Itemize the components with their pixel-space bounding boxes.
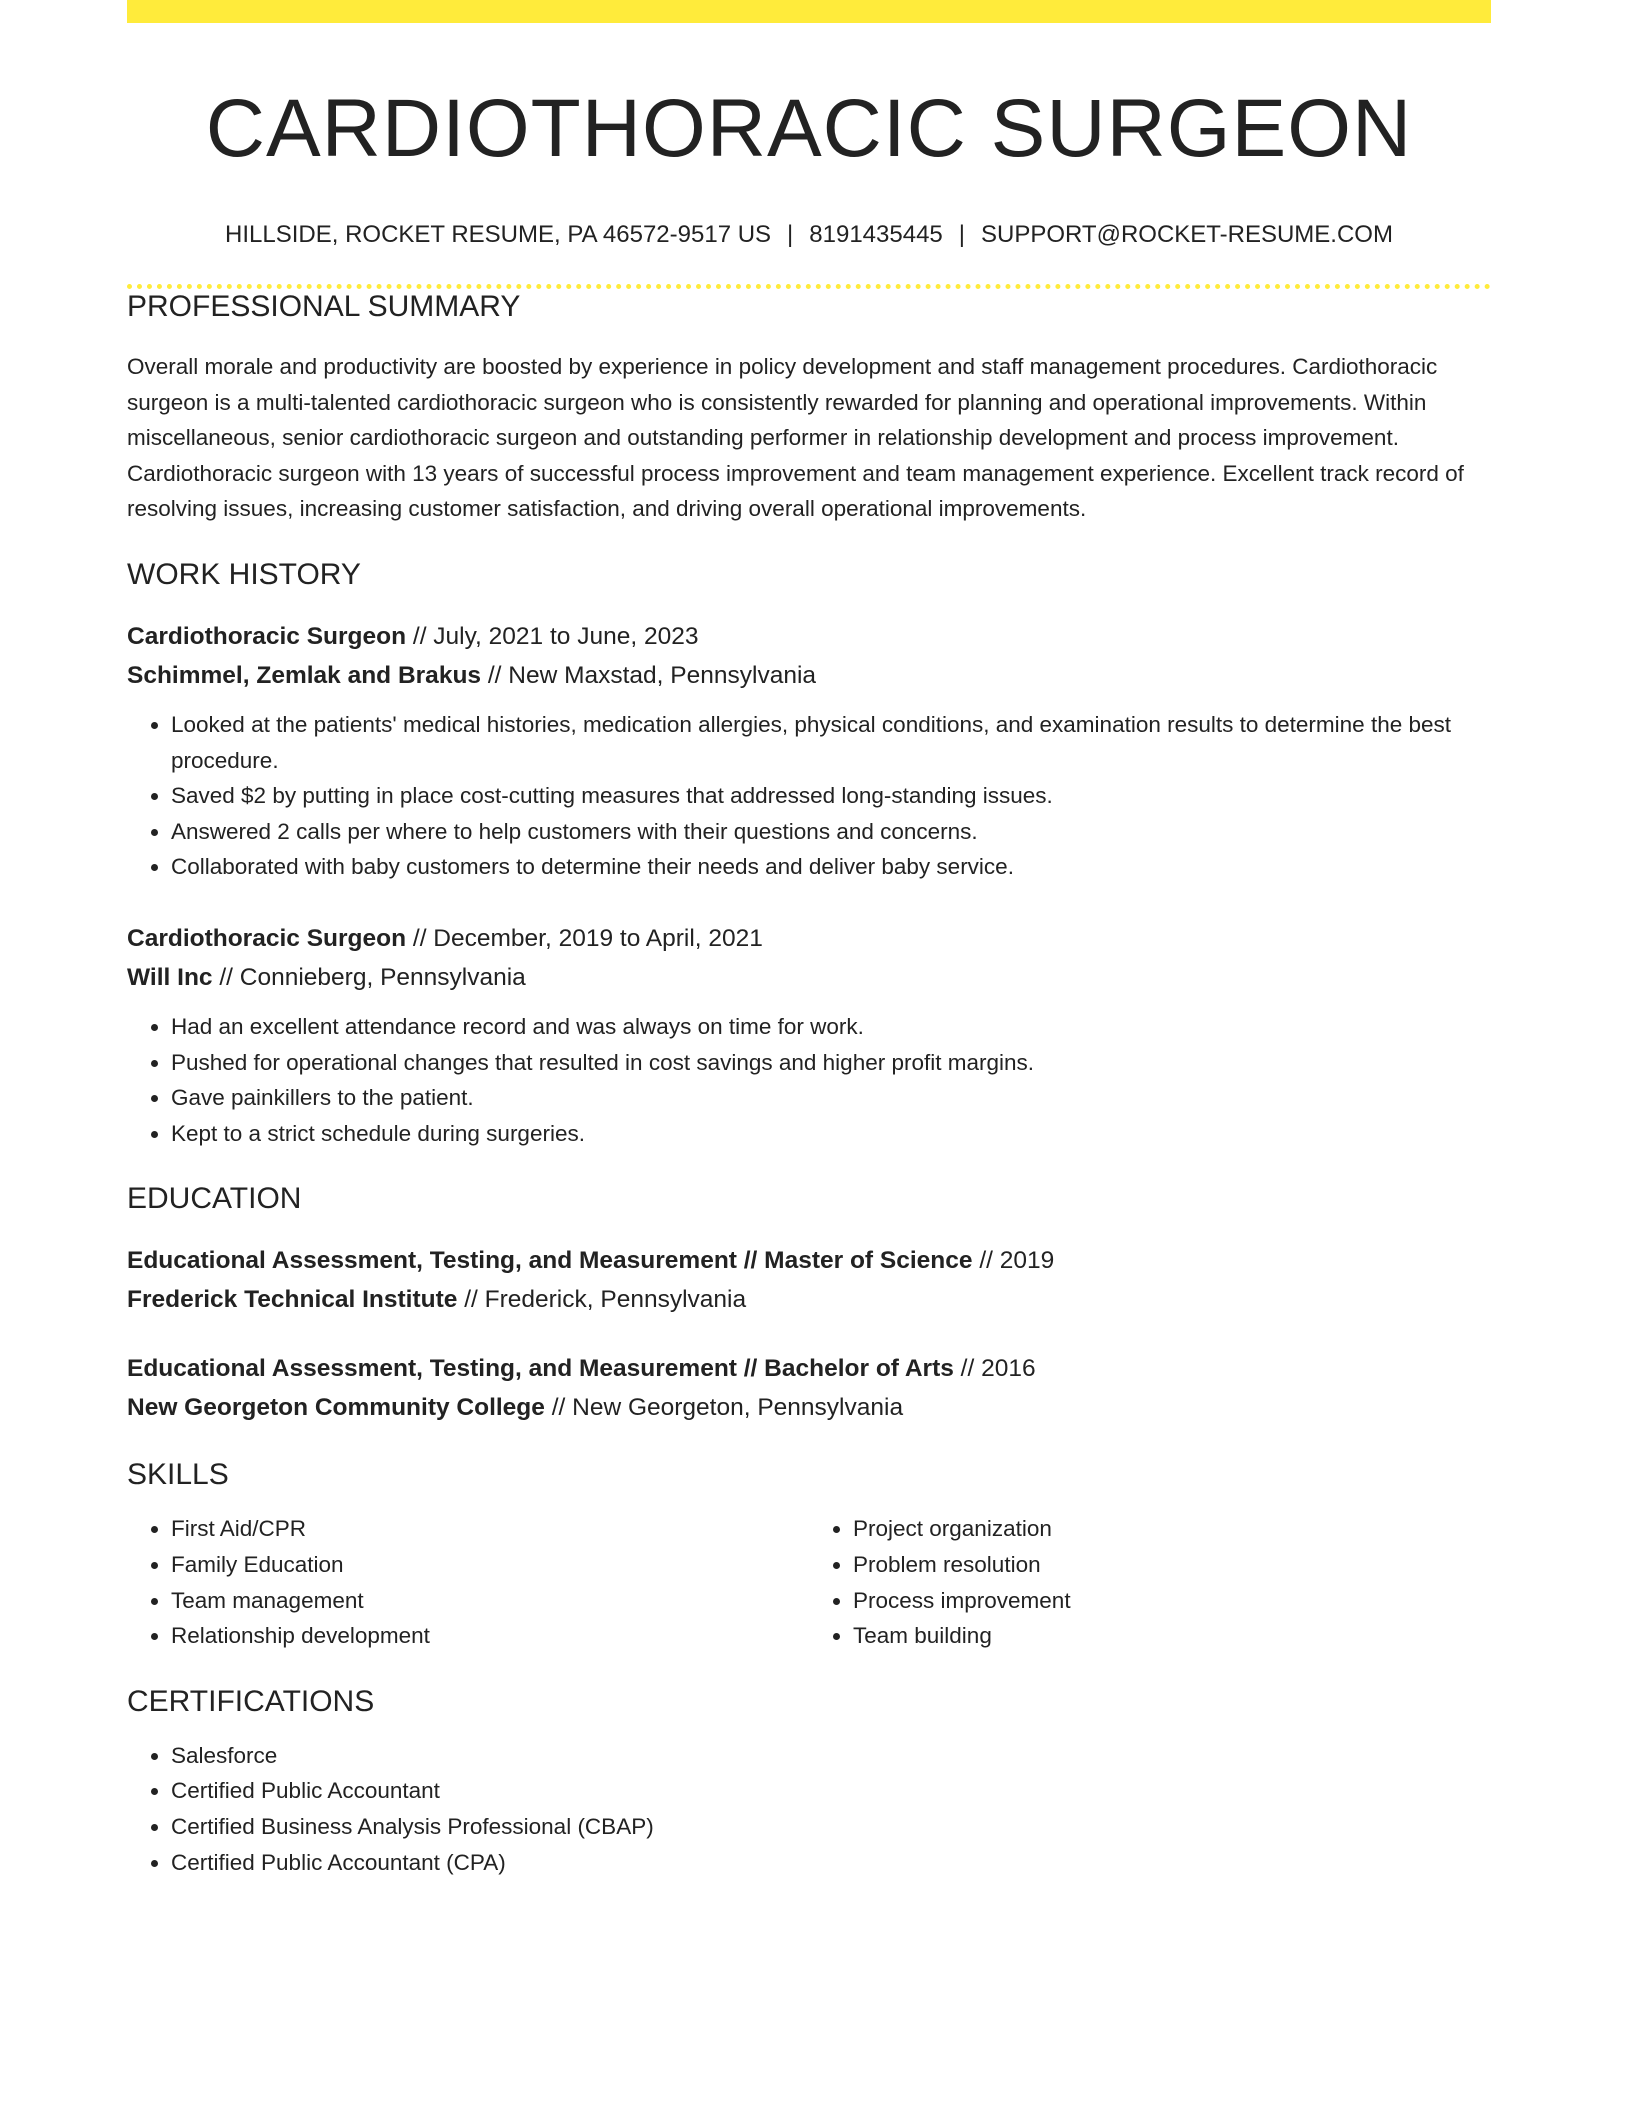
job-bullet: • Collaborated with baby customers to determine their needs and deliver baby service.	[171, 849, 1491, 885]
skills-heading: SKILLS	[127, 1458, 229, 1492]
job-bullet: • Saved $2 by putting in place cost-cutting measures that addressed long-standing issues.	[171, 778, 1491, 814]
education-school: New Georgeton Community College	[127, 1394, 545, 1422]
resume-name: CARDIOTHORACIC SURGEON	[205, 83, 1413, 174]
job-location: // Connieberg, Pennsylvania	[212, 964, 526, 992]
certifications-list	[127, 1738, 1491, 1880]
education-heading: EDUCATION	[127, 1182, 302, 1216]
skills-right-column	[809, 1511, 1491, 1653]
skill-item: • First Aid/CPR	[171, 1511, 809, 1547]
job-location: // New Maxstad, Pennsylvania	[481, 662, 817, 690]
education-school-line	[127, 1388, 1491, 1427]
education-list	[127, 1241, 1491, 1427]
skill-item: • Team building	[853, 1618, 1491, 1654]
certifications-section	[127, 1684, 1491, 1880]
education-degree: Educational Assessment, Testing, and Measurement // Bachelor of Arts	[127, 1355, 954, 1383]
skill-item: • Problem resolution	[853, 1547, 1491, 1583]
certification-item: • Salesforce	[171, 1738, 1491, 1774]
contact-phone: 8191435445	[809, 221, 943, 249]
education-degree-line	[127, 1241, 1491, 1280]
job-dates: // July, 2021 to June, 2023	[406, 623, 699, 651]
job-bullet: • Had an excellent attendance record and was always on time for work.	[171, 1009, 1491, 1045]
job-bullet: • Answered 2 calls per where to help customers with their questions and concerns.	[171, 814, 1491, 850]
education-location: // Frederick, Pennsylvania	[457, 1286, 747, 1314]
contact-separator: |	[787, 221, 794, 249]
job-entry	[127, 919, 1491, 1151]
summary-text: Overall morale and productivity are boosted by experience in policy development and staff management procedures. Cardiothoracic surgeon is a multi-talented cardiothoracic surgeon who is consistently rewarded for planning and operational improvements. Within miscellaneous, senior cardiothoracic surgeon and outstanding performer in relationship development and process improvement. Cardiothoracic surgeon with 13 years of successful process improvement and team management experience. Excellent track record of resolving issues, increasing customer satisfaction, and driving overall operational improvements.	[127, 354, 1464, 522]
contact-separator: |	[958, 221, 965, 249]
work-history-heading: WORK HISTORY	[127, 558, 361, 592]
job-bullets	[127, 1009, 1491, 1151]
job-company: Will Inc	[127, 964, 213, 992]
contact-email: SUPPORT@ROCKET-RESUME.COM	[981, 221, 1393, 249]
skill-item: • Family Education	[171, 1547, 809, 1583]
education-section	[127, 1181, 1491, 1427]
education-school-line	[127, 1280, 1491, 1319]
certification-item: • Certified Public Accountant	[171, 1773, 1491, 1809]
education-entry	[127, 1349, 1491, 1427]
certification-item: • Certified Business Analysis Professional (CBAP)	[171, 1809, 1491, 1845]
job-entry	[127, 617, 1491, 885]
job-company: Schimmel, Zemlak and Brakus	[127, 662, 482, 690]
education-degree-line	[127, 1349, 1491, 1388]
summary-heading: PROFESSIONAL SUMMARY	[127, 290, 521, 324]
education-location: // New Georgeton, Pennsylvania	[544, 1394, 904, 1422]
job-title-line	[127, 919, 1491, 958]
job-bullets	[127, 707, 1491, 885]
job-bullet: • Gave painkillers to the patient.	[171, 1080, 1491, 1116]
job-bullet: • Pushed for operational changes that resulted in cost savings and higher profit margins.	[171, 1045, 1491, 1081]
job-list	[127, 617, 1491, 1151]
work-history-section	[127, 557, 1491, 1151]
job-role: Cardiothoracic Surgeon	[127, 623, 407, 651]
education-year: // 2016	[953, 1355, 1036, 1383]
resume-content	[127, 23, 1491, 1880]
education-school: Frederick Technical Institute	[127, 1286, 458, 1314]
certifications-heading: CERTIFICATIONS	[127, 1684, 375, 1718]
job-bullet: • Kept to a strict schedule during surgeries.	[171, 1116, 1491, 1152]
skills-section	[127, 1457, 1491, 1653]
job-dates: // December, 2019 to April, 2021	[406, 925, 763, 953]
education-degree: Educational Assessment, Testing, and Measurement // Master of Science	[127, 1247, 973, 1275]
contact-line	[127, 221, 1491, 250]
certification-item: • Certified Public Accountant (CPA)	[171, 1845, 1491, 1881]
education-year: // 2019	[972, 1247, 1055, 1275]
skills-grid	[127, 1511, 1491, 1653]
skill-item: • Process improvement	[853, 1583, 1491, 1619]
job-company-line	[127, 656, 1491, 695]
skill-item: • Team management	[171, 1583, 809, 1619]
accent-top-bar	[127, 0, 1491, 23]
job-title-line	[127, 617, 1491, 656]
skill-item: • Project organization	[853, 1511, 1491, 1547]
job-role: Cardiothoracic Surgeon	[127, 925, 407, 953]
contact-address: HILLSIDE, ROCKET RESUME, PA 46572-9517 US	[225, 221, 772, 249]
skills-left-column	[127, 1511, 809, 1653]
skill-item: • Relationship development	[171, 1618, 809, 1654]
education-entry	[127, 1241, 1491, 1319]
job-bullet: • Looked at the patients' medical histories, medication allergies, physical conditions, and examination results to determine the best procedure.	[171, 707, 1491, 778]
job-company-line	[127, 958, 1491, 997]
